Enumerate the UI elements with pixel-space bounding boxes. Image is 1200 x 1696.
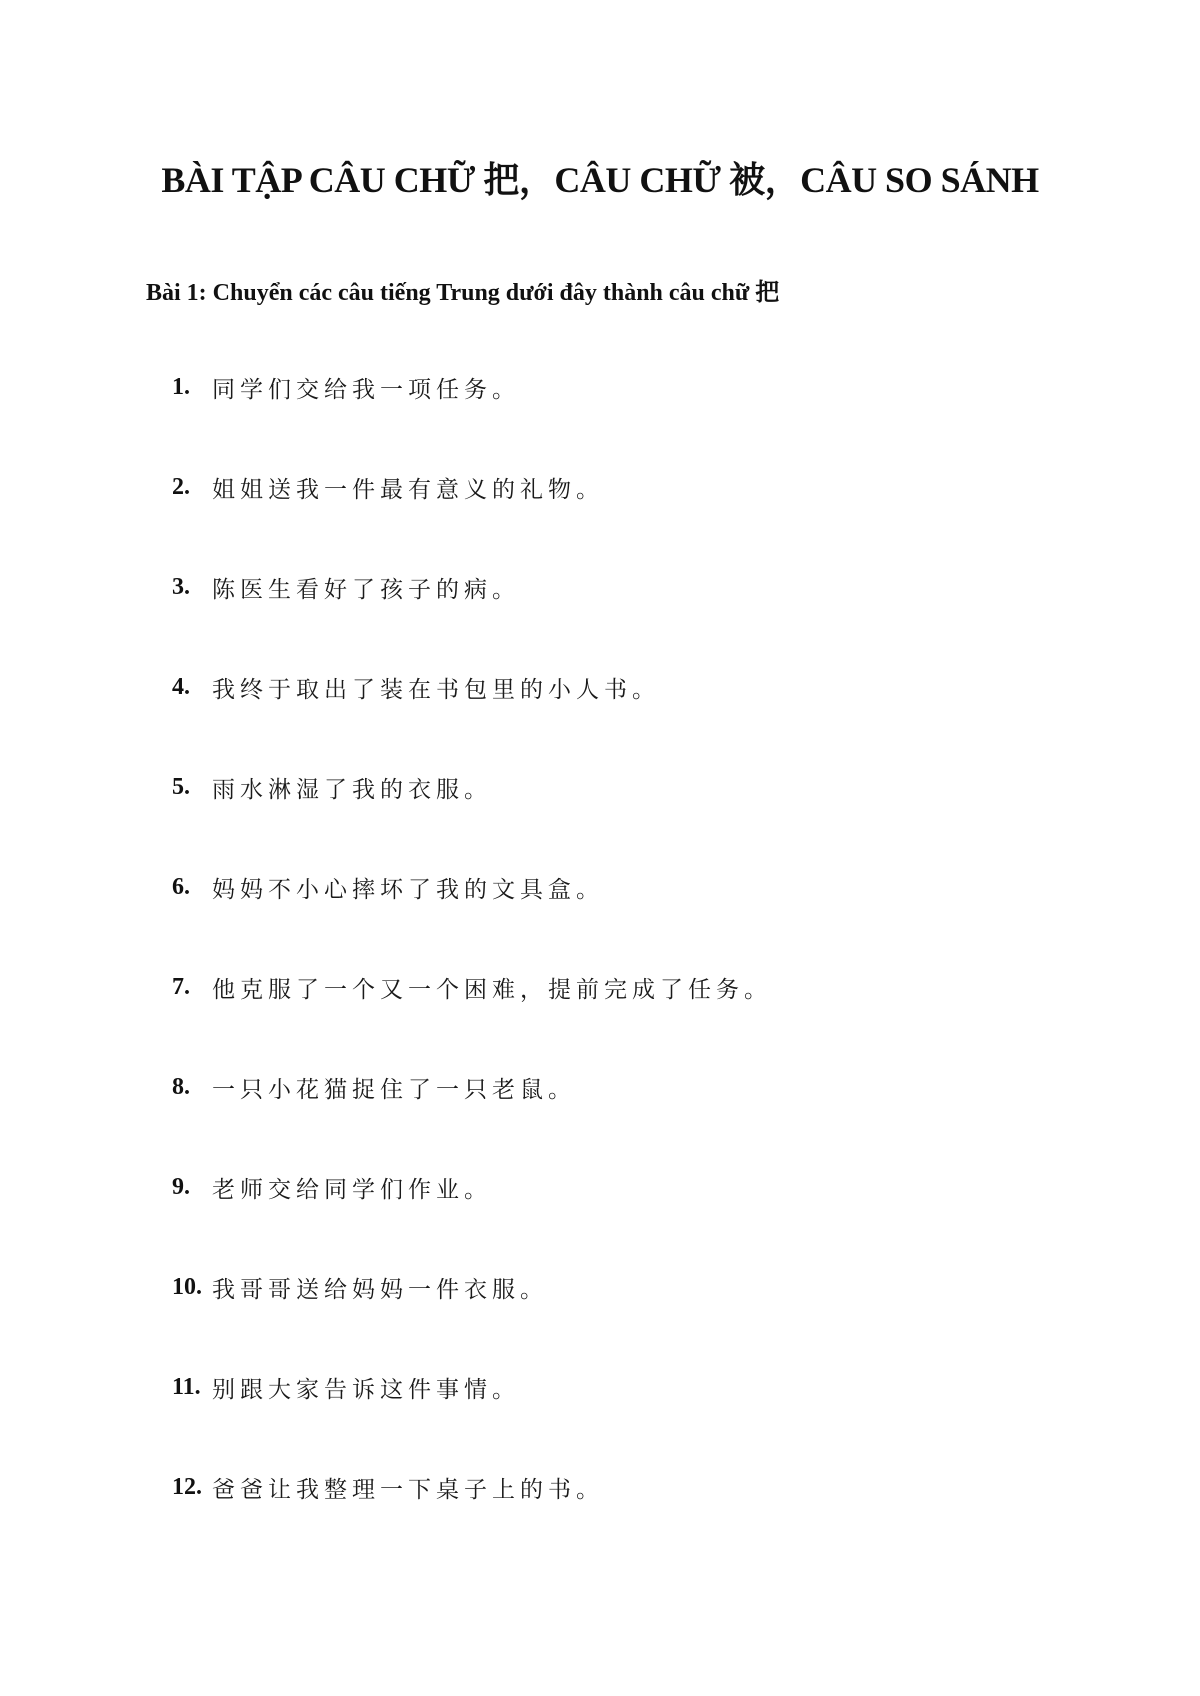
- document-title: BÀI TẬP CÂU CHỮ 把，CÂU CHỮ 被，CÂU SO SÁNH: [161, 160, 1039, 200]
- list-item: [172, 970, 772, 1004]
- item-number: 4.: [172, 673, 190, 700]
- list-item: [172, 870, 604, 904]
- list-item: [172, 370, 520, 404]
- item-number: 1.: [172, 373, 190, 400]
- list-item: [172, 1470, 604, 1504]
- item-number: 8.: [172, 1073, 190, 1100]
- list-item: [172, 1070, 576, 1104]
- item-text: 同学们交给我一项任务。: [212, 376, 520, 403]
- list-item: [172, 670, 660, 704]
- item-text: 一只小花猫捉住了一只老鼠。: [212, 1076, 576, 1103]
- item-text: 他克服了一个又一个困难，提前完成了任务。: [212, 976, 772, 1003]
- item-text: 我哥哥送给妈妈一件衣服。: [212, 1276, 548, 1303]
- item-text: 姐姐送我一件最有意义的礼物。: [212, 476, 604, 503]
- item-number: 10.: [172, 1273, 202, 1300]
- list-item: [172, 470, 604, 504]
- item-number: 7.: [172, 973, 190, 1000]
- item-number: 11.: [172, 1373, 201, 1400]
- exercise-heading: Bài 1: Chuyển các câu tiếng Trung dưới đây thành câu chữ 把: [146, 280, 780, 306]
- item-number: 9.: [172, 1173, 190, 1200]
- item-text: 雨水淋湿了我的衣服。: [212, 776, 492, 803]
- item-text: 陈医生看好了孩子的病。: [212, 576, 520, 603]
- item-text: 爸爸让我整理一下桌子上的书。: [212, 1476, 604, 1503]
- item-number: 6.: [172, 873, 190, 900]
- list-item: [172, 1270, 548, 1304]
- list-item: [172, 770, 492, 804]
- item-number: 2.: [172, 473, 190, 500]
- list-item: [172, 1170, 492, 1204]
- item-text: 我终于取出了装在书包里的小人书。: [212, 676, 660, 703]
- item-text: 妈妈不小心摔坏了我的文具盒。: [212, 876, 604, 903]
- item-text: 别跟大家告诉这件事情。: [212, 1376, 520, 1403]
- item-number: 12.: [172, 1473, 202, 1500]
- list-item: [172, 1370, 520, 1404]
- item-number: 3.: [172, 573, 190, 600]
- item-text: 老师交给同学们作业。: [212, 1176, 492, 1203]
- list-item: [172, 570, 520, 604]
- item-number: 5.: [172, 773, 190, 800]
